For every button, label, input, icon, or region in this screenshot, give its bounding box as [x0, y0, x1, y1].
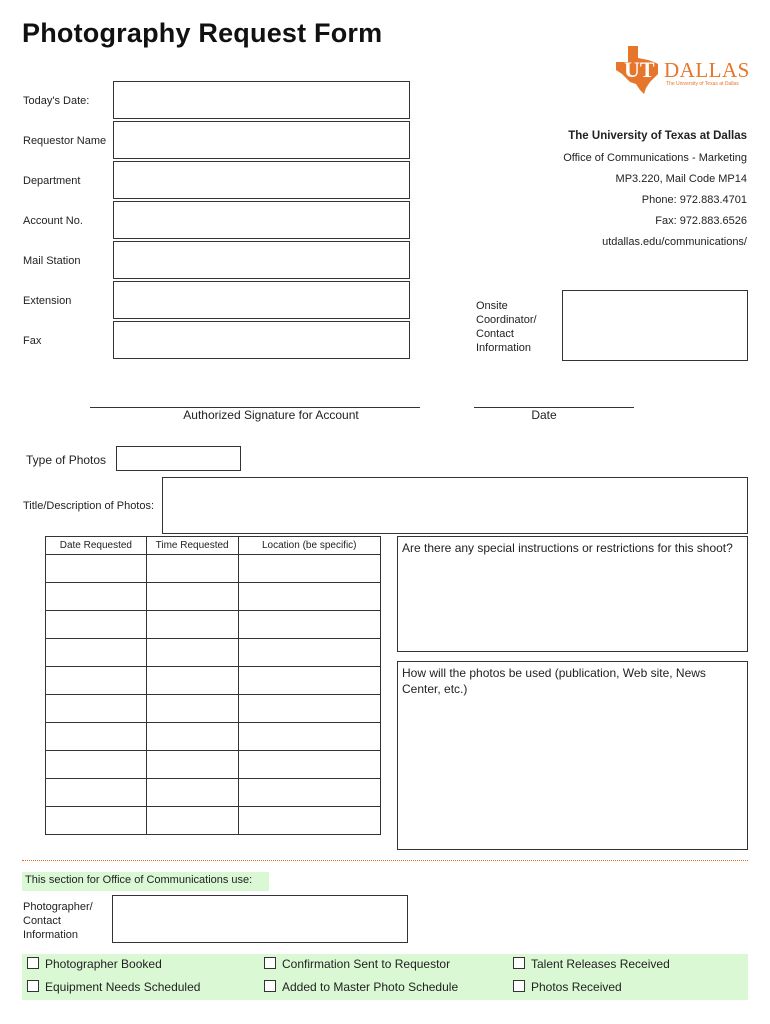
location-cell[interactable]: [238, 779, 380, 807]
photo-usage-prompt: How will the photos be used (publication, Web site, News Center, etc.): [402, 666, 706, 696]
fax-input[interactable]: [113, 321, 410, 359]
time-cell[interactable]: [146, 779, 238, 807]
date-cell[interactable]: [46, 583, 147, 611]
requestor-name-input[interactable]: [113, 121, 410, 159]
section-divider: [22, 860, 748, 861]
checkbox-talent-releases[interactable]: Talent Releases Received: [513, 957, 670, 971]
checkbox-confirmation-sent[interactable]: Confirmation Sent to Requestor: [264, 957, 450, 971]
logo-dallas: DALLAS: [664, 58, 750, 82]
checkbox-box[interactable]: [27, 980, 39, 992]
label-account-no: Account No.: [23, 215, 83, 227]
checkbox-box[interactable]: [27, 957, 39, 969]
label-requestor-name: Requestor Name: [23, 135, 107, 147]
date-cell[interactable]: [46, 751, 147, 779]
checkbox-photographer-booked[interactable]: Photographer Booked: [27, 957, 162, 971]
table-row: [46, 639, 381, 667]
title-description-input[interactable]: [162, 477, 748, 534]
time-cell[interactable]: [146, 639, 238, 667]
office-use-banner: This section for Office of Communications use:: [22, 872, 269, 891]
org-office: Office of Communications - Marketing: [563, 152, 747, 164]
date-cell[interactable]: [46, 779, 147, 807]
time-cell[interactable]: [146, 807, 238, 835]
date-cell[interactable]: [46, 667, 147, 695]
date-label: Date: [531, 408, 557, 422]
checkbox-master-schedule[interactable]: Added to Master Photo Schedule: [264, 980, 458, 994]
time-cell[interactable]: [146, 723, 238, 751]
date-cell[interactable]: [46, 639, 147, 667]
checkbox-box[interactable]: [513, 980, 525, 992]
table-row: [46, 779, 381, 807]
schedule-body: [46, 555, 381, 835]
location-cell[interactable]: [238, 667, 380, 695]
table-row: [46, 807, 381, 835]
date-cell[interactable]: [46, 723, 147, 751]
label-department: Department: [23, 175, 81, 187]
location-cell[interactable]: [238, 807, 380, 835]
location-cell[interactable]: [238, 639, 380, 667]
logo-ut: UT: [624, 57, 655, 82]
photo-usage-input[interactable]: [397, 661, 748, 850]
checkbox-box[interactable]: [264, 957, 276, 969]
time-cell[interactable]: [146, 555, 238, 583]
checkbox-equipment-needs[interactable]: Equipment Needs Scheduled: [27, 980, 200, 994]
time-cell[interactable]: [146, 667, 238, 695]
label-mail-station: Mail Station: [23, 255, 81, 267]
location-cell[interactable]: [238, 751, 380, 779]
page-title: Photography Request Form: [22, 18, 383, 48]
table-row: [46, 667, 381, 695]
table-row: [46, 723, 381, 751]
checkbox-box[interactable]: [513, 957, 525, 969]
photographer-contact-label: Photographer/ Contact Information: [23, 901, 93, 941]
onsite-coordinator-input[interactable]: [562, 290, 748, 361]
label-fax: Fax: [23, 335, 42, 347]
header-time-requested: Time Requested: [146, 537, 238, 555]
account-no-input[interactable]: [113, 201, 410, 239]
location-cell[interactable]: [238, 583, 380, 611]
todays-date-input[interactable]: [113, 81, 410, 119]
checkbox-box[interactable]: [264, 980, 276, 992]
location-cell[interactable]: [238, 723, 380, 751]
location-cell[interactable]: [238, 611, 380, 639]
time-cell[interactable]: [146, 751, 238, 779]
signature-label: Authorized Signature for Account: [183, 408, 359, 422]
org-website: utdallas.edu/communications/: [602, 236, 747, 248]
date-cell[interactable]: [46, 555, 147, 583]
table-row: [46, 611, 381, 639]
header-date-requested: Date Requested: [46, 537, 147, 555]
org-fax: Fax: 972.883.6526: [655, 215, 747, 227]
org-address: MP3.220, Mail Code MP14: [615, 173, 747, 185]
table-row: [46, 555, 381, 583]
mail-station-input[interactable]: [113, 241, 410, 279]
location-cell[interactable]: [238, 555, 380, 583]
type-of-photos-input[interactable]: [116, 446, 241, 471]
onsite-coordinator-label: Onsite Coordinator/ Contact Information: [476, 300, 537, 354]
special-instructions-prompt: Are there any special instructions or restrictions for this shoot?: [402, 541, 733, 555]
type-of-photos-label: Type of Photos: [26, 453, 107, 467]
table-row: [46, 695, 381, 723]
special-instructions-input[interactable]: [397, 536, 748, 652]
org-name: The University of Texas at Dallas: [568, 130, 747, 142]
logo-tagline: The University of Texas at Dallas: [666, 81, 739, 87]
time-cell[interactable]: [146, 695, 238, 723]
label-extension: Extension: [23, 295, 72, 307]
date-cell[interactable]: [46, 695, 147, 723]
date-cell[interactable]: [46, 611, 147, 639]
schedule-table: [45, 536, 381, 835]
department-input[interactable]: [113, 161, 410, 199]
extension-input[interactable]: [113, 281, 410, 319]
location-cell[interactable]: [238, 695, 380, 723]
ut-dallas-logo: [614, 44, 750, 96]
date-cell[interactable]: [46, 807, 147, 835]
checkbox-photos-received[interactable]: Photos Received: [513, 980, 622, 994]
table-row: [46, 751, 381, 779]
org-phone: Phone: 972.883.4701: [641, 194, 747, 206]
table-row: [46, 583, 381, 611]
label-todays-date: Today's Date:: [23, 95, 90, 107]
photographer-contact-input[interactable]: [112, 895, 408, 943]
header-location: Location (be specific): [238, 537, 380, 555]
schedule-header-row: [46, 537, 381, 555]
time-cell[interactable]: [146, 611, 238, 639]
time-cell[interactable]: [146, 583, 238, 611]
title-description-label: Title/Description of Photos:: [23, 500, 155, 512]
